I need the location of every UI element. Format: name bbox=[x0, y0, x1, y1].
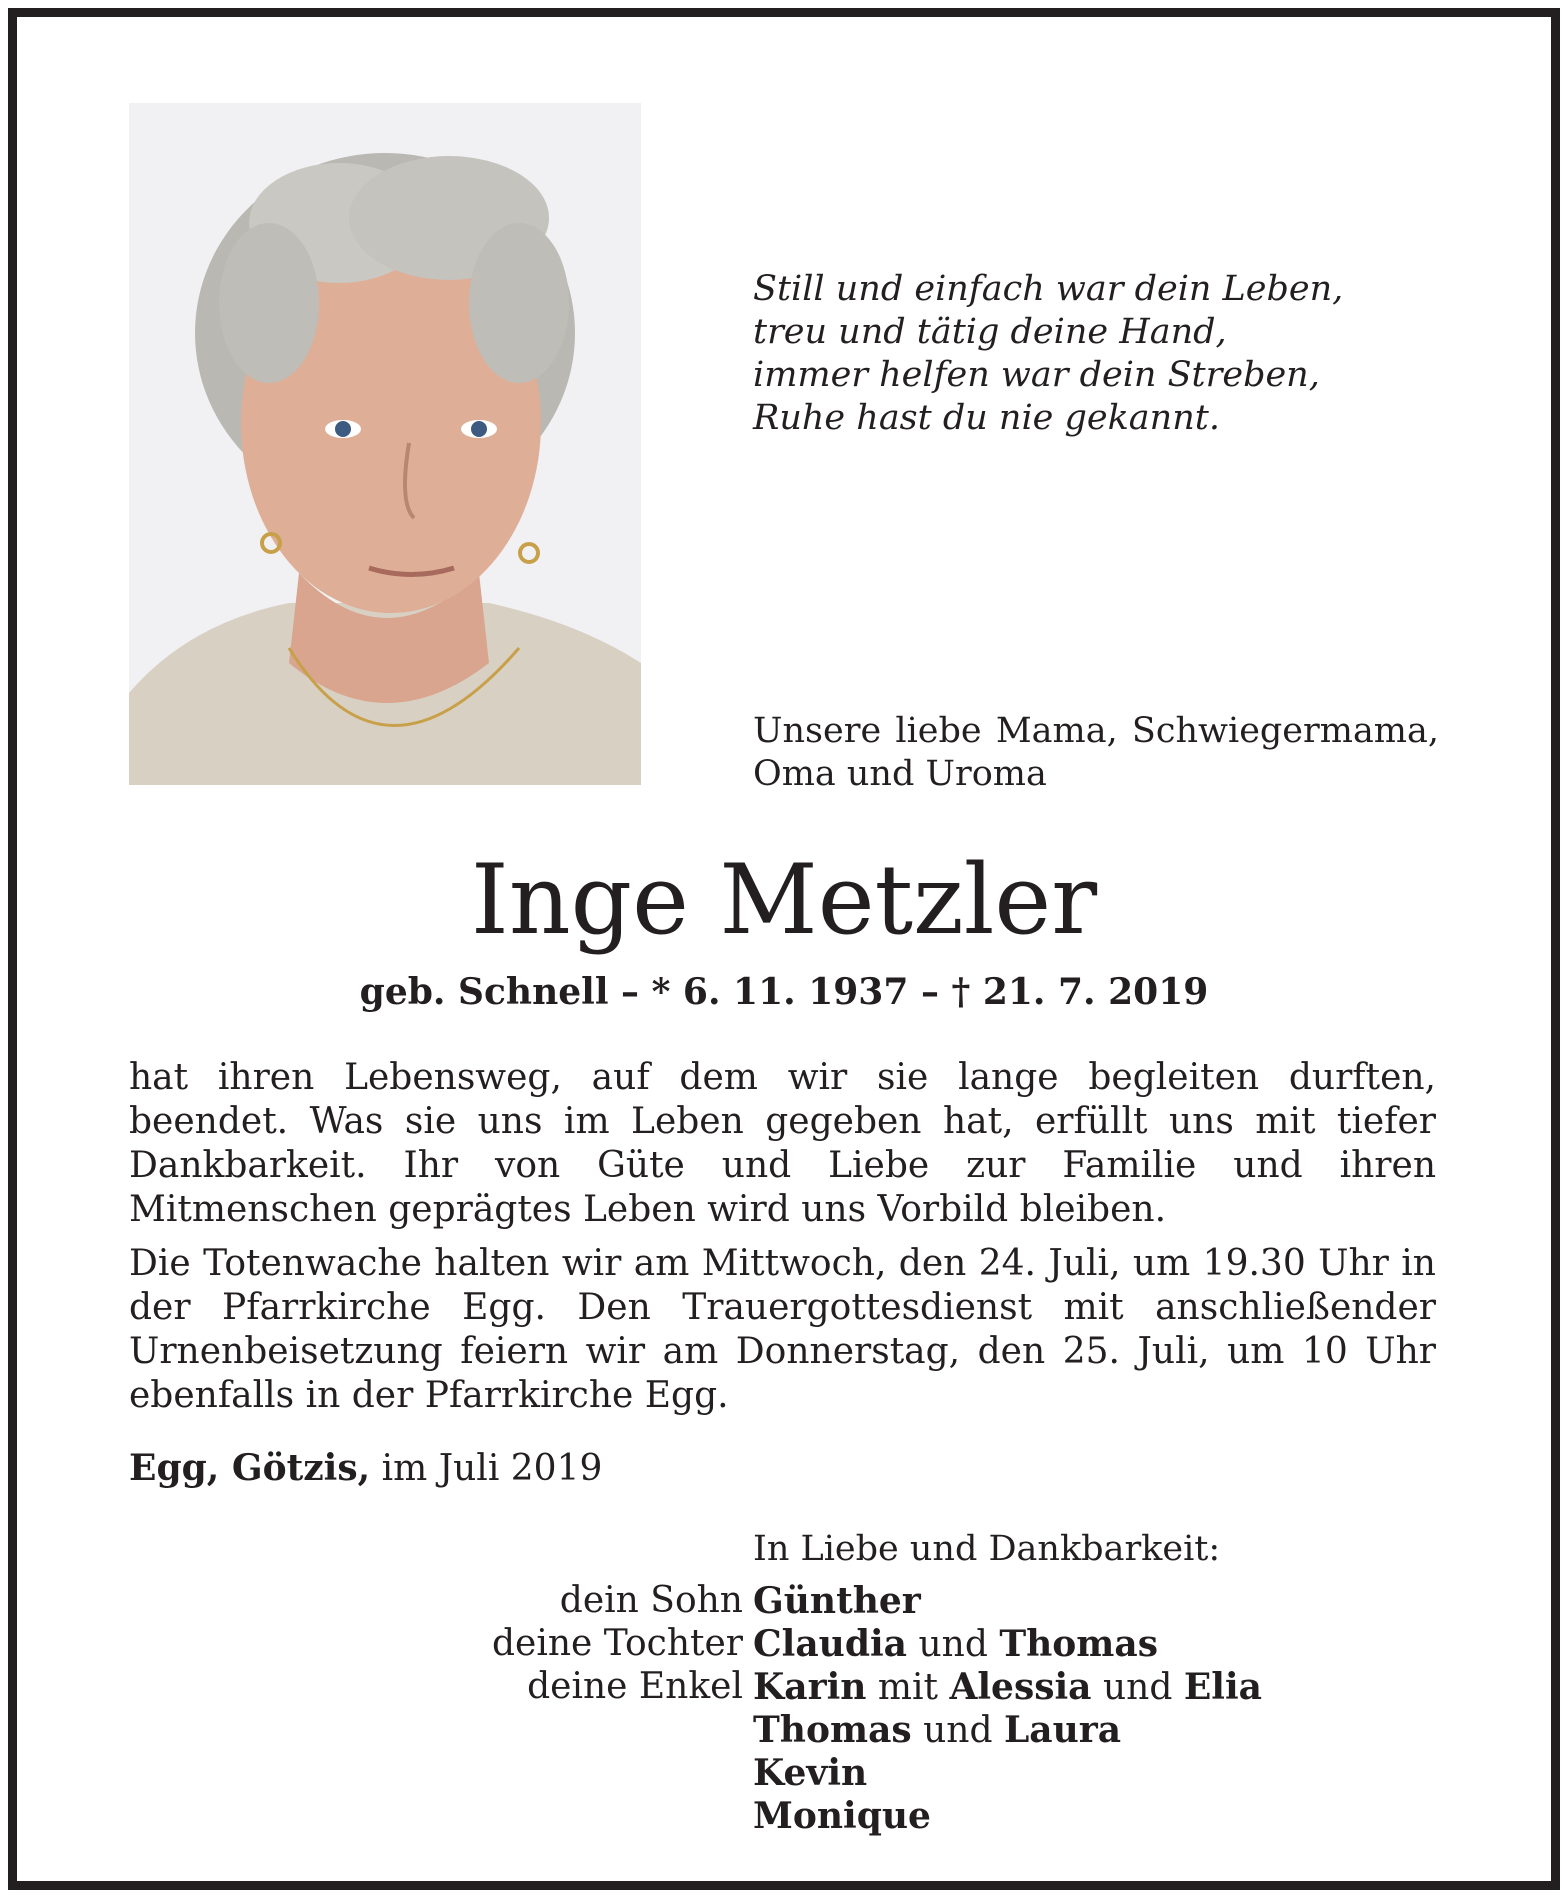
family-name: Karin bbox=[753, 1666, 867, 1708]
place-names: Egg, Götzis, bbox=[129, 1447, 371, 1489]
portrait-photo bbox=[129, 103, 641, 785]
family-row-grandchildren-4 bbox=[129, 1795, 1429, 1838]
poem-line-1: Still und einfach war dein Leben, bbox=[753, 269, 1344, 309]
family-name: Thomas bbox=[753, 1709, 912, 1751]
relation-label: dein Sohn bbox=[559, 1580, 743, 1621]
family-row-grandchildren-1 bbox=[129, 1666, 1429, 1709]
family-row-son bbox=[129, 1580, 1429, 1623]
conjunction: mit bbox=[866, 1667, 950, 1708]
deceased-name: Inge Metzler bbox=[470, 844, 1098, 956]
family-row-grandchildren-3 bbox=[129, 1752, 1429, 1795]
intro-line-2: Oma und Uroma bbox=[753, 754, 1047, 794]
obituary-body bbox=[129, 1056, 1436, 1428]
family-name: Monique bbox=[753, 1795, 931, 1837]
conjunction: und bbox=[907, 1624, 1000, 1665]
poem-line-2: treu und tätig deine Hand, bbox=[753, 312, 1227, 352]
family-name: Laura bbox=[1003, 1709, 1122, 1751]
body-paragraph-1: hat ihren Lebensweg, auf dem wir sie lange begleiten durften, beendet. Was sie uns im Leben gegeben hat, erfüllt uns mit tiefer Dankbarkeit. Ihr von Güte und Liebe zur Familie und ihren Mitmenschen geprägtes Leben wird uns Vorbild bleiben. bbox=[129, 1057, 1436, 1230]
family-name: Elia bbox=[1183, 1666, 1262, 1708]
family-name: Claudia bbox=[753, 1623, 908, 1665]
family-name: Kevin bbox=[753, 1752, 868, 1794]
birth-death-dates: geb. Schnell – * 6. 11. 1937 – † 21. 7. 2019 bbox=[359, 971, 1209, 1013]
thanks-line: In Liebe und Dankbarkeit: bbox=[753, 1529, 1221, 1569]
conjunction: und bbox=[1091, 1667, 1184, 1708]
memorial-poem bbox=[753, 268, 1343, 440]
intro-line-1: Unsere liebe Mama, Schwiegermama, bbox=[753, 711, 1439, 751]
poem-line-3: immer helfen war dein Streben, bbox=[753, 355, 1320, 395]
portrait-image bbox=[129, 103, 641, 785]
family-row-grandchildren-2 bbox=[129, 1709, 1429, 1752]
family-name: Alessia bbox=[949, 1666, 1092, 1708]
place-date: im Juli 2019 bbox=[370, 1448, 603, 1489]
intro-text bbox=[753, 710, 1439, 796]
relation-label: deine Tochter bbox=[491, 1623, 743, 1664]
body-paragraph-2: Die Totenwache halten wir am Mittwoch, den 24. Juli, um 19.30 Uhr in der Pfarrkirche Egg. Den Trauergottesdienst mit anschließender Urnenbeisetzung feiern wir am Donnerstag, den 25. Juli, um 10 Uhr ebenfalls in der Pfarrkirche Egg. bbox=[129, 1243, 1436, 1416]
place-and-date bbox=[129, 1446, 602, 1491]
family-row-daughter bbox=[129, 1623, 1429, 1666]
poem-line-4: Ruhe hast du nie gekannt. bbox=[753, 398, 1220, 438]
family-name: Günther bbox=[753, 1580, 921, 1622]
relation-label: deine Enkel bbox=[527, 1666, 743, 1707]
conjunction: und bbox=[911, 1710, 1004, 1751]
family-list bbox=[129, 1580, 1429, 1838]
family-name: Thomas bbox=[999, 1623, 1158, 1665]
